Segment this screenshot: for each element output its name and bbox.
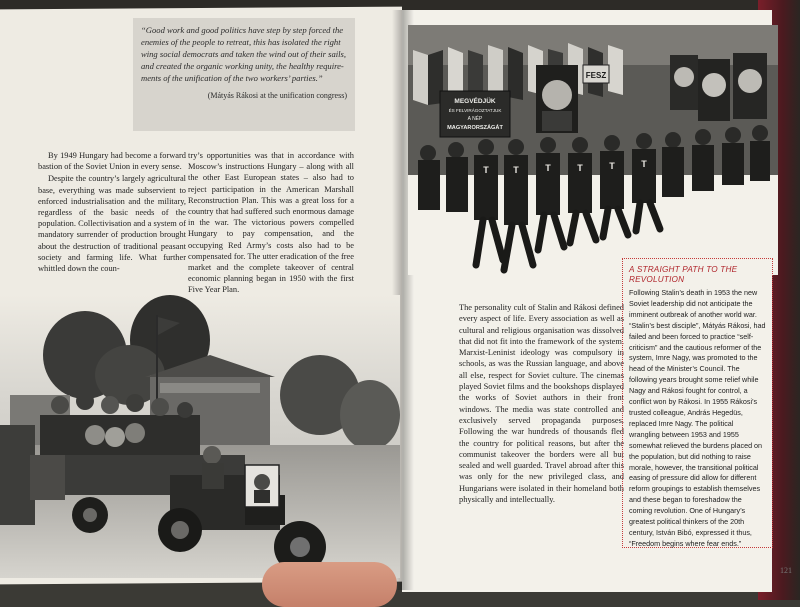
paragraph: By 1949 Hungary had become a forward bastion of the Soviet Union in every sense. [38,151,186,172]
sidebar-title: A STRAIGHT PATH TO THE REVOLUTION [629,265,738,284]
banner-text: A NÉP [467,116,483,122]
body-text-column-left [38,150,186,275]
shirt-letter: T [641,159,647,169]
page-number: 121 [780,566,792,575]
shirt-letter: T [577,163,583,173]
quote-line: and created the organic working unity, the healthy require- [141,61,344,72]
quote-line: “Good work and good politics have step by step forced the [141,25,344,35]
paragraph: Despite the country’s largely agricultural base, everything was made subservient to enforced industrialisation and the military, regardless of the basic needs of the population. Collectivisation and a system of mandatory surrender of production brought about the destruction of traditional peasant society and farming life. What further whittled down the coun- [38,174,186,274]
thumb [262,562,397,607]
shirt-letter: T [483,165,489,175]
parade-photo [408,25,778,275]
quote-box [133,18,355,131]
paragraph: try’s opportunities was that in accordance with Moscow’s instructions Hungary – along with all the other East European states – also had to reject participation in the American Marshall Reconstruction Plan. This was a great loss for a country that had suffered such enormous damage in the war. The victorious powers compelled Hungary to pay compensation, and the occupying Red Army’s costs also had to be compensated for. The utter eradication of the free market and the complete takeover of central economic planning began in 1950 with the first Five Year Plan. [188,151,354,295]
banner-text: MEGVÉDJÜK [454,98,496,105]
shirt-letter: T [513,165,519,175]
banner-text: FESZ [585,71,607,80]
quote-line: wing social democrats and taken the wind out of their sails, [141,49,347,60]
banner-text: ÉS FELVIRÁGOZTATJUK [448,108,502,113]
paragraph: The personality cult of Stalin and Rákosi defined every aspect of life. Every association as well as cultural and religious organisation was dissolved that did not fit into the framework of the system. Marxist-Leninist ideology was compulsory in schools, as was the Russian language, and above all else, respect for Soviet culture. The cinemas played Soviet films and the bookshops displayed the works of Soviet authors in their front windows. The media was state controlled and exclusively served propaganda purposes. Following the war hundreds of thousands fled the country for political reasons, but after the communist takeover the borders were all but sealed and well guarded. Travel abroad after this was only for the new privileged class, and Hungarians were isolated in their homeland both physically and intellectually. [459,303,624,505]
shirt-letter: T [609,161,615,171]
body-text-column-right [459,302,624,506]
quote-attribution: (Mátyás Rákosi at the unification congress) [207,91,347,101]
sidebar-text: Following Stalin’s death in 1953 the new Soviet leadership did not anticipate the imminent outbreak of another world war. “Stalin’s best disciple”, Mátyás Rákosi, had failed and been forced to practice “self-criticism” and the cautious reformer of the system, Imre Nagy, was promoted to the head of the Minister’s Council. The following years brought some relief while Nagy and Rákosi fought for control, a conflict won by Rákosi. In 1955 Rákosi’s trusted colleague, András Hegedüs, replaced Imre Nagy. The political wrangling between 1953 and 1955 somewhat relieved the burdens placed on the population, but did nothing to raise morale, however, the transitional political easing of pressure did allow for different reform groupings to establish themselves and these began to foreshadow the coming revolution. One of Hungary’s greatest political thinkers of the 20th century, István Bibó, expressed it thus, “Freedom begins where fear ends.” [629,288,766,548]
sidebar-box [622,258,773,548]
shirt-letter: T [545,163,551,173]
body-text-column-middle [188,150,354,297]
quote-line: ments of the unification of the two workers’ parties.” [141,73,323,84]
tractor-photo [0,295,400,578]
quote-line: enemies of the people to retreat, this has isolated the right [141,37,341,48]
banner-text: MAGYARORSZÁGÁT [447,125,503,131]
